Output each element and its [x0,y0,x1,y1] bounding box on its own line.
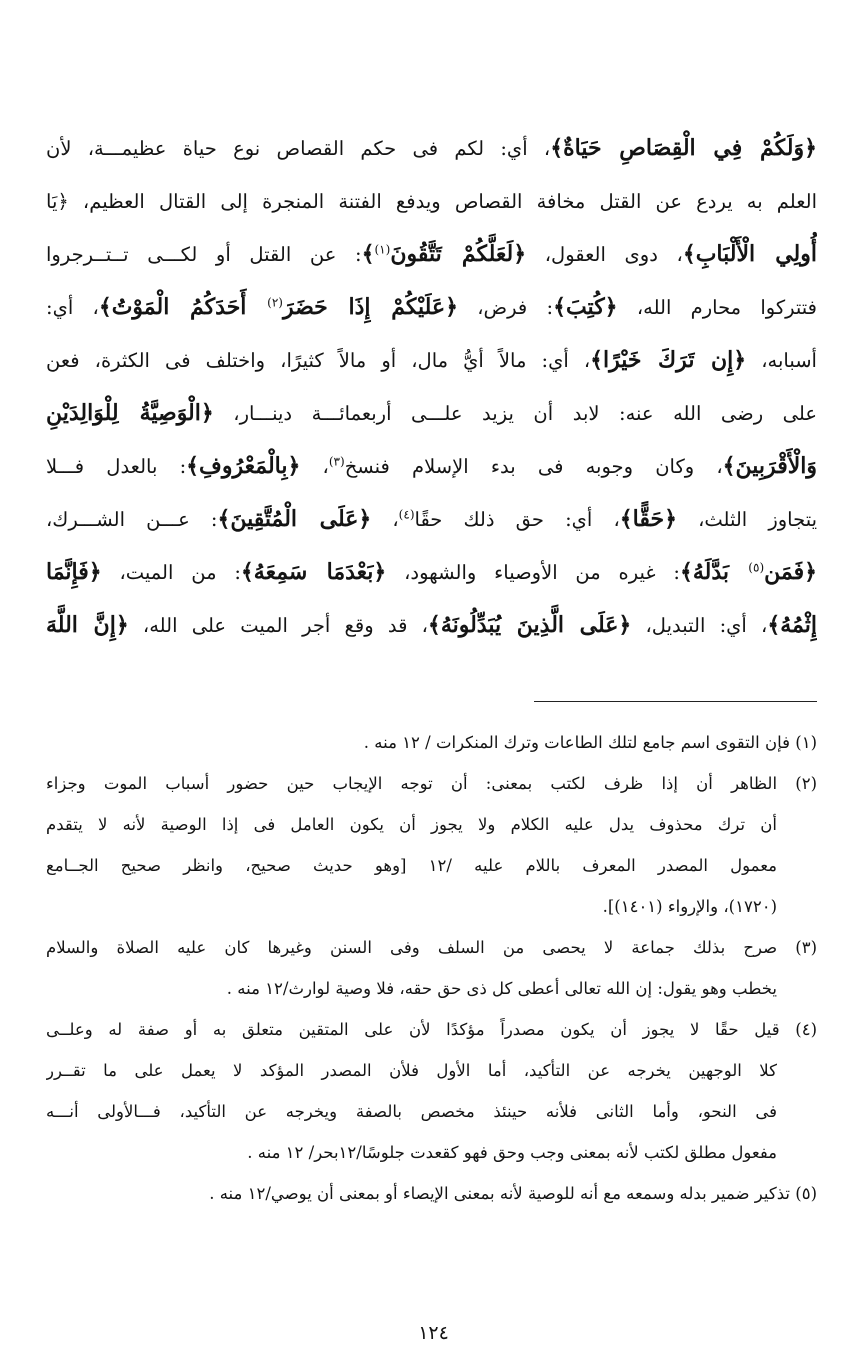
footnote [46,1009,817,1173]
quran-quote: بَدَّلَهُ﴾ [679,559,749,585]
commentary-text: : فرض، [458,296,554,319]
footnote-line: معمول المصدر المعرف باللام عليه /١٢ [وهو حديث صحيح، وانظر صحيح الجــامع [46,856,777,875]
commentary-text: ، أي: التبديل، [631,614,768,637]
commentary-text: على رضى الله عنه: لابد أن يزيد علـــى أربعمائـــة دينـــار، [213,402,817,425]
footnote-line: (٥) تذكير ضمير بدله وسمعه مع أنه للوصية لأنه بمعنى الإيصاء أو بمعنى أن يوصي/١٢ منه . [209,1184,817,1203]
commentary-text: ، [300,455,329,478]
footnote-marker: (٥) [748,560,765,575]
quran-quote: ﴿عَلَيْكُمْ إِذَا حَضَرَ [282,294,458,320]
quran-quote: ﴿حَقًّا﴾ [619,506,677,532]
footnote-line: (٢) الظاهر أن إذا ظرف لكتب بمعنى: أن توجه الإيجاب حين حضور أسباب الموت وجزاء [46,774,817,793]
main-text [46,122,817,652]
commentary-text: ، [371,508,399,531]
commentary-text: : عن القتل أو لكـــى تــتــرجروا [46,243,362,266]
quran-quote: ﴿إِن تَرَكَ خَيْرًا﴾ [590,347,747,373]
text-line [46,599,817,652]
quran-quote: ﴿عَلَى الْمُتَّقِينَ﴾ [217,506,372,532]
footnote-marker: (٤) [398,507,415,522]
footnote-line: أن ترك محذوف يدل عليه الكلام ولا يجوز أن يكون العامل فى إذا الوصية لأنه لا يتقدم [46,815,777,834]
commentary-text: : من الميت، [101,561,241,584]
commentary-text: : غيره من الأوصياء والشهود، [386,561,680,584]
commentary-text: ، أي: حق ذلك حقًا [414,508,620,531]
commentary-text: ، أي: [46,296,99,319]
footnote-separator [534,701,817,702]
footnote [46,763,817,927]
quran-quote: ﴿لَعَلَّكُمْ تَتَّقُونَ [390,241,527,267]
quran-quote: ﴿كُتِبَ﴾ [553,294,618,320]
commentary-text: ، وكان وجوبه فى بدء الإسلام فنسخ [344,455,723,478]
footnote-line: كلا الوجهين يخرجه عن التأكيد، أما الأول فلأن المصدر المؤكد لا يعمل على ما تقــرر [46,1061,777,1080]
text-line [46,440,817,493]
commentary-text: أسبابه، [746,349,817,372]
quran-quote: ﴿الْوَصِيَّةُ لِلْوَالِدَيْنِ [46,400,214,426]
text-line [46,281,817,334]
text-line [46,546,817,599]
commentary-text: ، أي: مالاً أيُّ مال، أو مالاً كثيرًا، واختلف فى الكثرة، فعن [46,349,591,372]
footnote-line: (١) فإن التقوى اسم جامع لتلك الطاعات وترك المنكرات / ١٢ منه . [363,733,817,752]
quran-quote: ﴿فَإِنَّمَا [46,559,102,585]
text-line [46,122,817,175]
footnote-line: فى النحو، وأما الثانى فلأنه حينئذ مخصص بالصفة ويخرجه عن التأكيد، فـــالأولى أنـــه [46,1102,777,1121]
quran-quote: ﴿إِنَّ اللَّهَ [46,612,129,638]
quran-quote: أَحَدَكُمُ الْمَوْتُ﴾ [98,294,268,320]
footnotes [46,722,817,1214]
quran-quote: وَالْأَقْرَبِينَ﴾ [722,453,817,479]
footnote [46,1173,817,1214]
commentary-text: ، دوى العقول، [526,243,683,266]
quran-quote: ﴿بَعْدَمَا سَمِعَهُ﴾ [240,559,387,585]
commentary-text: ﴿يَا [46,190,69,213]
quran-quote: ﴾ [361,241,375,267]
footnote-line: مفعول مطلق لكتب لأنه بمعنى وجب وحق فهو كقعدت جلوسًا/١٢بحر/ ١٢ منه . [247,1143,777,1162]
text-line [46,387,817,440]
footnote-line: (٣) صرح بذلك جماعة لا يحصى من السلف وفى السنن وغيرها كان عليه الصلاة والسلام [46,938,817,957]
footnote-marker: (٣) [328,454,345,469]
footnote [46,927,817,1009]
footnote-line: (١٧٢٠)، والإرواء (١٤٠١)]. [602,897,777,916]
commentary-text: : عـــن الشـــرك، [46,508,218,531]
quran-quote: ﴿فَمَن [764,559,817,585]
commentary-text: ، أي: لكم فى حكم القصاص نوع حياة عظيمـــة، لأن [46,137,551,160]
commentary-text: ، قد وقع أجر الميت على الله، [128,614,428,637]
footnote-line: يخطب وهو يقول: إن الله تعالى أعطى كل ذى حق حقه، فلا وصية لوارث/١٢ منه . [226,979,777,998]
quran-quote: إِثْمُهُ﴾ [767,612,817,638]
commentary-text: العلم به يردع عن القتل مخافة القصاص ويدفع الفتنة المنجرة إلى القتال العظيم، [68,190,817,213]
text-line [46,175,817,228]
footnote [46,722,817,763]
text-line [46,493,817,546]
quran-quote: أُولِي الْأَلْبَابِ﴾ [682,241,817,267]
footnote-marker: (١) [374,242,391,257]
commentary-text: : بالعدل فـــلا [46,455,187,478]
quran-quote: ﴿بِالْمَعْرُوفِ﴾ [186,453,301,479]
footnote-marker: (٢) [267,295,283,310]
footnote-line: (٤) قيل حقًا لا يجوز أن يكون مصدراً مؤكدًا لأن على المتقين متعلق به أو صفة له وعلــى [46,1020,817,1039]
quran-quote: ﴿عَلَى الَّذِينَ يُبَدِّلُونَهُ﴾ [427,612,632,638]
page-number: ١٢٤ [418,1322,449,1344]
text-line [46,228,817,281]
commentary-text: يتجاوز الثلث، [676,508,817,531]
quran-quote: ﴿وَلَكُمْ فِي الْقِصَاصِ حَيَاةٌ﴾ [550,135,817,161]
commentary-text: فتتركوا محارم الله، [617,296,817,319]
text-line [46,334,817,387]
